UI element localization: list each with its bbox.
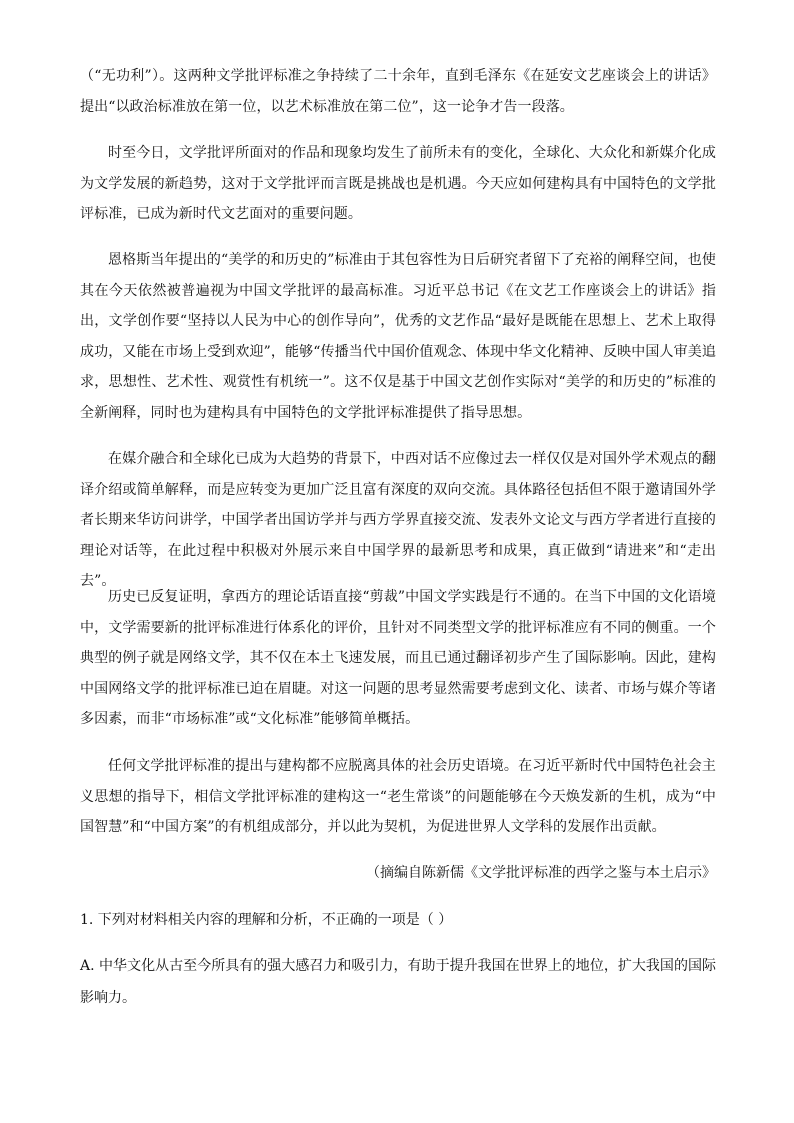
passage-paragraph-6: 任何文学批评标准的提出与建构都不应脱离具体的社会历史语境。在习近平新时代中国特色社会主义思想的指导下，相信文学批评标准的建构这一“老生常谈”的问题能够在今天焕发新的生机，成为“中国智慧”和“中国方案”的有机组成部分，并以此为契机，为促进世界人文学科的发展作出贡献。 [80, 758, 716, 836]
passage-paragraph-5: 历史已反复证明，拿西方的理论话语直接“剪裁”中国文学实践是行不通的。在当下中国的文化语境中，文学需要新的批评标准进行体系化的评价，且针对不同类型文学的批评标准应有不同的侧重。一个典型的例子就是网络文学，其不仅在本土飞速发展，而且已通过翻译初步产生了国际影响。因此，建构中国网络文学的批评标准已迫在眉睫。对这一问题的思考显然需要考虑到文化、读者、市场与媒介等诸多因素，而非“市场标准”或“文化标准”能够简单概括。 [80, 589, 716, 728]
passage-paragraph-3: 恩格斯当年提出的“美学的和历史的”标准由于其包容性为日后研究者留下了充裕的阐释空间，也使其在今天依然被普遍视为中国文学批评的最高标准。习近平总书记《在文艺工作座谈会上的讲话》指出，文学创作要“坚持以人民为中心的创作导向”，优秀的文艺作品“最好是既能在思想上、艺术上取得成功，又能在市场上受到欢迎”，能够“传播当代中国价值观念、体现中华文化精神、反映中国人审美追求，思想性、艺术性、观赏性有机统一”。这不仅是基于中国文艺创作实际对“美学的和历史的”标准的全新阐释，同时也为建构具有中国特色的文学批评标准提供了指导思想。 [80, 252, 716, 421]
passage-paragraph-4: 在媒介融合和全球化已成为大趋势的背景下，中西对话不应像过去一样仅仅是对国外学术观点的翻译介绍或简单解释，而是应转变为更加广泛且富有深度的双向交流。具体路径包括但不限于邀请国外学者长期来华访问讲学，中国学者出国访学并与西方学界直接交流、发表外文论文与西方学者进行直接的理论对话等，在此过程中积极对外展示来自中国学界的最新思考和成果，真正做到“请进来”和“走出去”。 [80, 451, 716, 590]
passage-paragraph-1: （“无功利”）。这两种文学批评标准之争持续了二十余年，直到毛泽东《在延安文艺座谈会上的讲话》提出“以政治标准放在第一位，以艺术标准放在第二位”，这一论争才告一段落。 [80, 68, 716, 115]
question-stem: 1. 下列对材料相关内容的理解和分析，不正确的一项是（ ） [80, 912, 453, 928]
question-option-a: A. 中华文化从古至今所具有的强大感召力和吸引力，有助于提升我国在世界上的地位，扩大我国的国际影响力。 [80, 958, 716, 1006]
passage-paragraph-2: 时至今日，文学批评所面对的作品和现象均发生了前所未有的变化，全球化、大众化和新媒介化成为文学发展的新趋势，这对于文学批评而言既是挑战也是机遇。今天应如何建构具有中国特色的文学批评标准，已成为新时代文艺面对的重要问题。 [80, 145, 716, 223]
passage-source-citation: （摘编自陈新儒《文学批评标准的西学之鉴与本土启示》 [366, 865, 716, 881]
